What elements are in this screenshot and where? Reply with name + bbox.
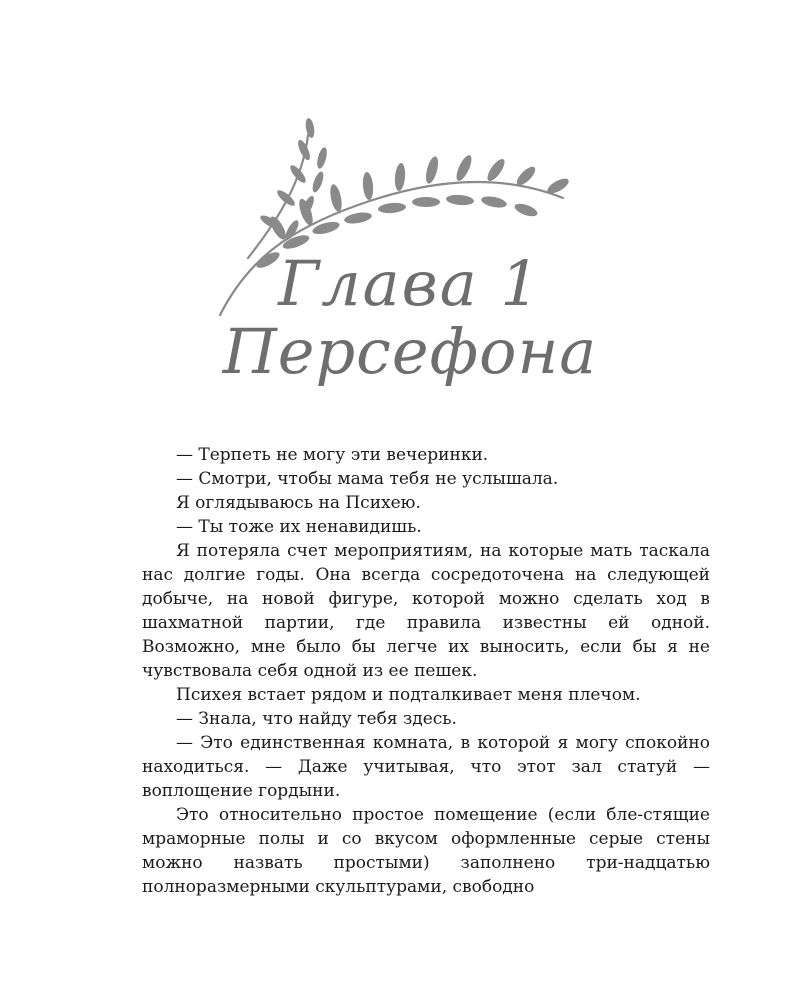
- paragraph: Я оглядываюсь на Психею.: [176, 493, 421, 513]
- paragraph: — Знала, что найду тебя здесь.: [176, 709, 457, 729]
- chapter-heading: [150, 247, 670, 388]
- paragraph: — Это единственная комната, в которой я могу спокойно находиться. — Даже учитывая, что этот зал статуй — воплощение гордыни.: [142, 733, 710, 801]
- chapter-title: Персефона: [222, 315, 598, 388]
- chapter-number: Глава 1: [278, 247, 542, 320]
- paragraph: Я потеряла счет мероприятиям, на которые мать таскала нас долгие годы. Она всегда сосредоточена на следующей добыче, на новой фигуре, которой можно сделать ход в шахматной партии, где правила известны ей одной. Возможно, мне было бы легче их выносить, если бы я не чувствовала себя одной из ее пешек.: [142, 541, 710, 681]
- paragraph: Психея встает рядом и подталкивает меня плечом.: [176, 685, 641, 705]
- chapter-body: [142, 443, 710, 899]
- paragraph: — Смотри, чтобы мама тебя не услышала.: [176, 469, 559, 489]
- paragraph: — Терпеть не могу эти вечеринки.: [176, 445, 489, 465]
- paragraph: — Ты тоже их ненавидишь.: [176, 517, 422, 537]
- paragraph: Это относительно простое помещение (если бле-стящие мраморные полы и со вкусом оформленные серые стены можно назвать простыми) заполнено три-надцатью полноразмерными скульптурами, свободно: [142, 805, 710, 897]
